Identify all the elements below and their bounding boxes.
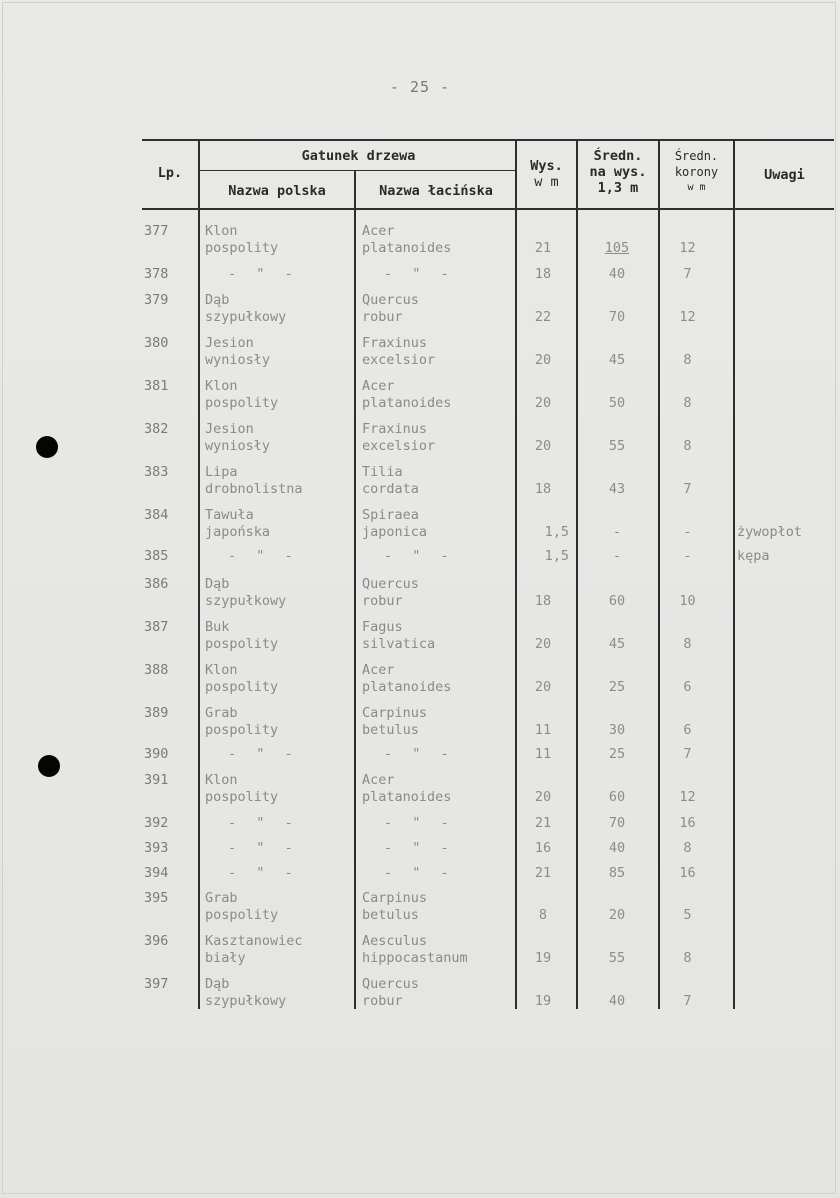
table-cell-nazwa-polska: szypułkowy — [205, 593, 287, 609]
table-cell-sredn: 105 — [604, 240, 630, 256]
table-cell-nazwa-polska: Klon — [205, 223, 238, 239]
table-cell-nazwa-polska: pospolity — [205, 636, 279, 652]
table-cell-lp: 379 — [144, 292, 169, 308]
table-cell-wys: 20 — [534, 679, 552, 695]
table-cell-nazwa-lacinska: betulus — [362, 907, 419, 923]
table-cell-wys: 18 — [534, 481, 552, 497]
table-cell-korony: 7 — [683, 266, 692, 282]
table-cell-nazwa-lacinska: Carpinus — [362, 705, 428, 721]
table-cell-nazwa-polska: Klon — [205, 772, 238, 788]
table-cell-nazwa-lacinska: robur — [362, 993, 403, 1009]
table-cell-nazwa-lacinska: Aesculus — [362, 933, 428, 949]
table-cell-sredn: 55 — [608, 438, 626, 454]
table-cell-nazwa-lacinska: excelsior — [362, 352, 436, 368]
table-cell-nazwa-lacinska: Acer — [362, 772, 395, 788]
table-cell-nazwa-lacinska: Quercus — [362, 576, 419, 592]
table-cell-nazwa-lacinska: Acer — [362, 378, 395, 394]
table-cell-nazwa-lacinska: Spiraea — [362, 507, 419, 523]
table-cell-nazwa-polska: japońska — [205, 524, 271, 540]
page-number: - 25 - — [389, 78, 451, 96]
table-cell-lp: 389 — [144, 705, 169, 721]
table-cell-lp: 380 — [144, 335, 169, 351]
table-cell-wys: 18 — [534, 266, 552, 282]
table-cell-nazwa-lacinska: - " - — [384, 266, 455, 282]
header-wys-line2: w m — [534, 174, 559, 190]
table-cell-korony: 7 — [683, 481, 692, 497]
table-cell-wys: 20 — [534, 636, 552, 652]
header-wys — [517, 158, 576, 190]
table-cell-nazwa-polska: wyniosły — [205, 438, 271, 454]
table-cell-nazwa-polska: biały — [205, 950, 246, 966]
table-cell-nazwa-lacinska: Tilia — [362, 464, 403, 480]
table-cell-nazwa-lacinska: Quercus — [362, 292, 419, 308]
table-cell-sredn: 85 — [608, 865, 626, 881]
table-cell-nazwa-polska: pospolity — [205, 722, 279, 738]
table-cell-korony: 8 — [683, 840, 692, 856]
table-cell-sredn: 60 — [608, 789, 626, 805]
table-cell-sredn: 70 — [608, 309, 626, 325]
punch-hole — [38, 755, 60, 777]
table-cell-nazwa-lacinska: betulus — [362, 722, 419, 738]
table-cell-korony: 8 — [683, 395, 692, 411]
table-cell-nazwa-lacinska: Acer — [362, 223, 395, 239]
table-cell-korony: 8 — [683, 950, 692, 966]
table-cell-nazwa-lacinska: - " - — [384, 746, 455, 762]
table-cell-nazwa-lacinska: robur — [362, 593, 403, 609]
table-cell-wys: 18 — [534, 593, 552, 609]
header-lp: Lp. — [157, 165, 183, 181]
header-korony-line3: w m — [687, 182, 706, 193]
table-cell-nazwa-polska: Jesion — [205, 335, 254, 351]
table-cell-korony: 8 — [683, 636, 692, 652]
table-cell-nazwa-polska: Lipa — [205, 464, 238, 480]
column-divider — [733, 139, 735, 1009]
table-cell-nazwa-polska: - " - — [228, 840, 299, 856]
table-cell-nazwa-lacinska: silvatica — [362, 636, 436, 652]
table-cell-nazwa-lacinska: platanoides — [362, 240, 452, 256]
table-cell-nazwa-lacinska: platanoides — [362, 789, 452, 805]
header-sredn — [578, 148, 658, 196]
table-cell-nazwa-polska: Grab — [205, 705, 238, 721]
header-uwagi: Uwagi — [764, 167, 805, 183]
table-cell-korony: 6 — [683, 722, 692, 738]
table-cell-korony: 7 — [683, 993, 692, 1009]
table-cell-korony: - — [683, 548, 692, 564]
column-divider — [198, 139, 200, 1009]
table-cell-nazwa-lacinska: - " - — [384, 865, 455, 881]
table-cell-wys: 19 — [534, 993, 552, 1009]
table-cell-sredn: - — [612, 548, 622, 564]
table-cell-lp: 394 — [144, 865, 169, 881]
table-cell-lp: 393 — [144, 840, 169, 856]
table-cell-korony: 16 — [679, 865, 696, 881]
table-cell-lp: 384 — [144, 507, 169, 523]
table-cell-nazwa-lacinska: platanoides — [362, 679, 452, 695]
table-cell-nazwa-polska: Klon — [205, 378, 238, 394]
table-cell-lp: 378 — [144, 266, 169, 282]
table-cell-uwagi: kępa — [737, 548, 770, 564]
table-cell-sredn: 45 — [608, 636, 626, 652]
table-cell-uwagi: żywopłot — [737, 524, 803, 540]
table-cell-sredn: 40 — [608, 266, 626, 282]
table-cell-nazwa-lacinska: - " - — [384, 815, 455, 831]
table-cell-lp: 391 — [144, 772, 169, 788]
table-header-bottom-border — [142, 208, 834, 210]
table-cell-nazwa-polska: Dąb — [205, 976, 230, 992]
table-cell-wys: 11 — [534, 746, 552, 762]
table-cell-nazwa-polska: pospolity — [205, 907, 279, 923]
table-cell-nazwa-lacinska: Carpinus — [362, 890, 428, 906]
header-korony-line2: korony — [674, 165, 719, 179]
table-cell-korony: 7 — [683, 746, 692, 762]
table-cell-sredn: 45 — [608, 352, 626, 368]
table-cell-nazwa-polska: pospolity — [205, 395, 279, 411]
table-cell-nazwa-polska: Grab — [205, 890, 238, 906]
table-cell-sredn: 20 — [608, 907, 626, 923]
table-cell-nazwa-polska: Tawuła — [205, 507, 254, 523]
table-cell-sredn: 25 — [608, 679, 626, 695]
table-cell-nazwa-lacinska: Acer — [362, 662, 395, 678]
table-cell-wys: 21 — [534, 815, 552, 831]
table-cell-nazwa-polska: drobnolistna — [205, 481, 303, 497]
header-sredn-line3: 1,3 m — [597, 180, 639, 196]
table-cell-nazwa-lacinska: Fraxinus — [362, 421, 428, 437]
table-cell-nazwa-polska: Klon — [205, 662, 238, 678]
table-cell-nazwa-polska: szypułkowy — [205, 309, 287, 325]
table-cell-korony: 12 — [679, 240, 696, 256]
table-cell-nazwa-lacinska: cordata — [362, 481, 419, 497]
table-cell-sredn: 30 — [608, 722, 626, 738]
table-top-border — [142, 139, 834, 141]
table-cell-nazwa-polska: Jesion — [205, 421, 254, 437]
table-cell-lp: 383 — [144, 464, 169, 480]
table-cell-nazwa-lacinska: Fraxinus — [362, 335, 428, 351]
table-cell-nazwa-lacinska: excelsior — [362, 438, 436, 454]
table-cell-sredn: 50 — [608, 395, 626, 411]
header-korony — [660, 148, 733, 196]
table-cell-nazwa-polska: Dąb — [205, 292, 230, 308]
table-cell-nazwa-lacinska: Quercus — [362, 976, 419, 992]
header-korony-line1: Średn. — [674, 149, 719, 163]
table-cell-nazwa-polska: wyniosły — [205, 352, 271, 368]
column-divider — [354, 170, 356, 1009]
table-cell-nazwa-lacinska: robur — [362, 309, 403, 325]
table-cell-lp: 386 — [144, 576, 169, 592]
punch-hole — [36, 436, 58, 458]
table-cell-lp: 377 — [144, 223, 169, 239]
table-cell-wys: 20 — [534, 789, 552, 805]
table-cell-sredn: 60 — [608, 593, 626, 609]
table-cell-nazwa-lacinska: platanoides — [362, 395, 452, 411]
table-cell-sredn: 40 — [608, 840, 626, 856]
table-cell-nazwa-polska: - " - — [228, 746, 299, 762]
table-cell-sredn: - — [612, 524, 622, 540]
table-cell-nazwa-lacinska: - " - — [384, 548, 455, 564]
table-cell-nazwa-lacinska: japonica — [362, 524, 428, 540]
table-cell-wys: 21 — [534, 865, 552, 881]
table-cell-wys: 11 — [534, 722, 552, 738]
table-cell-wys: 19 — [534, 950, 552, 966]
table-cell-nazwa-polska: - " - — [228, 815, 299, 831]
table-cell-korony: 8 — [683, 438, 692, 454]
table-cell-sredn: 40 — [608, 993, 626, 1009]
header-sredn-line1: Średn. — [593, 148, 643, 164]
header-gatunek: Gatunek drzewa — [301, 148, 416, 164]
table-cell-korony: 16 — [679, 815, 696, 831]
table-cell-lp: 382 — [144, 421, 169, 437]
table-cell-lp: 385 — [144, 548, 169, 564]
table-cell-sredn: 70 — [608, 815, 626, 831]
table-cell-nazwa-polska: - " - — [228, 548, 299, 564]
header-nazwa-polska: Nazwa polska — [228, 183, 326, 199]
table-cell-nazwa-lacinska: Fagus — [362, 619, 403, 635]
table-cell-lp: 390 — [144, 746, 169, 762]
table-cell-nazwa-polska: pospolity — [205, 240, 279, 256]
table-cell-wys: 20 — [534, 438, 552, 454]
table-cell-sredn: 25 — [608, 746, 626, 762]
table-cell-sredn: 55 — [608, 950, 626, 966]
table-cell-nazwa-polska: Dąb — [205, 576, 230, 592]
table-cell-wys: 1,5 — [544, 524, 569, 540]
table-cell-nazwa-polska: szypułkowy — [205, 993, 287, 1009]
table-cell-lp: 396 — [144, 933, 169, 949]
table-cell-nazwa-polska: Buk — [205, 619, 230, 635]
table-cell-lp: 388 — [144, 662, 169, 678]
header-sredn-line2: na wys. — [589, 164, 647, 180]
table-cell-korony: 12 — [679, 309, 696, 325]
table-cell-lp: 387 — [144, 619, 169, 635]
table-cell-korony: - — [683, 524, 692, 540]
table-cell-wys: 16 — [534, 840, 552, 856]
table-cell-lp: 381 — [144, 378, 169, 394]
table-cell-korony: 12 — [679, 789, 696, 805]
header-wys-line1: Wys. — [530, 158, 563, 174]
table-cell-nazwa-polska: - " - — [228, 865, 299, 881]
table-cell-lp: 395 — [144, 890, 169, 906]
table-subheader-line — [200, 170, 517, 171]
table-cell-nazwa-lacinska: - " - — [384, 840, 455, 856]
table-cell-nazwa-polska: Kasztanowiec — [205, 933, 303, 949]
table-cell-wys: 1,5 — [544, 548, 569, 564]
table-cell-nazwa-polska: pospolity — [205, 789, 279, 805]
table-cell-korony: 6 — [683, 679, 692, 695]
header-nazwa-lacinska: Nazwa łacińska — [379, 183, 493, 199]
table-cell-nazwa-polska: - " - — [228, 266, 299, 282]
table-cell-lp: 397 — [144, 976, 169, 992]
table-cell-wys: 20 — [534, 395, 552, 411]
table-cell-lp: 392 — [144, 815, 169, 831]
table-cell-nazwa-polska: pospolity — [205, 679, 279, 695]
table-cell-wys: 22 — [534, 309, 552, 325]
table-cell-korony: 5 — [683, 907, 692, 923]
table-cell-wys: 8 — [538, 907, 548, 923]
table-cell-wys: 21 — [534, 240, 552, 256]
table-cell-korony: 8 — [683, 352, 692, 368]
table-cell-wys: 20 — [534, 352, 552, 368]
table-cell-korony: 10 — [679, 593, 696, 609]
table-cell-sredn: 43 — [608, 481, 626, 497]
table-cell-nazwa-lacinska: hippocastanum — [362, 950, 468, 966]
